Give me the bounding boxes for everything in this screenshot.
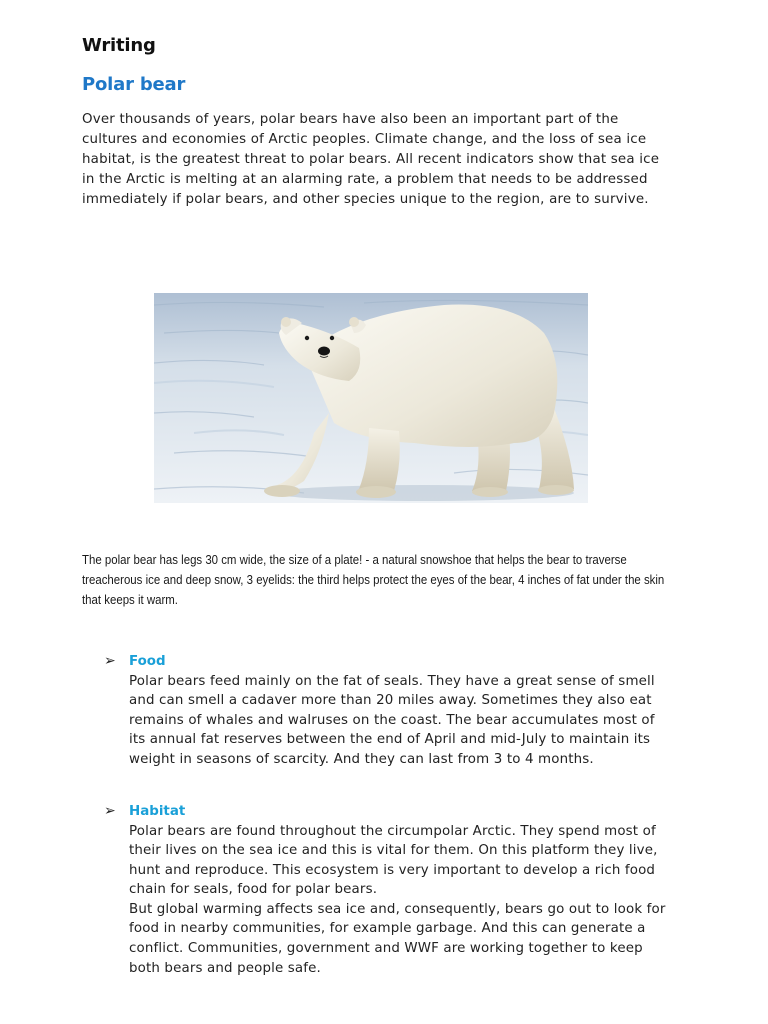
food-section <box>104 652 684 769</box>
photo-caption: The polar bear has legs 30 cm wide, the size of a plate! - a natural snowshoe that helps the bear to traverse treacherous ice and deep snow, 3 eyelids: the third helps protect the eyes of the bear, 4 inches of fat under the skin that keeps it warm. <box>82 552 665 607</box>
habitat-section-body <box>129 822 674 979</box>
page-heading: Writing <box>82 35 156 56</box>
habitat-section-title: Habitat <box>129 804 186 819</box>
food-section-title: Food <box>129 654 166 669</box>
arrow-bullet-icon: ➢ <box>104 653 116 669</box>
food-paragraph: Polar bears feed mainly on the fat of seals. They have a great sense of smell and can smell a cadaver more than 20 miles away. Sometimes they also eat remains of whales and walruses on the coast. The bear accumulates most of its annual fat reserves between the end of April and mid-July to maintain its weight in seasons of scarcity. And they can last from 3 to 4 months. <box>129 673 655 767</box>
habitat-paragraph: Polar bears are found throughout the circumpolar Arctic. They spend most of their lives on the sea ice and this is vital for them. On this platform they live, hunt and reproduce. This ecosystem is very important to develop a rich food chain for seals, food for polar bears. <box>129 823 658 898</box>
food-section-body <box>129 672 674 770</box>
habitat-section <box>104 802 684 978</box>
arrow-bullet-icon: ➢ <box>104 803 116 819</box>
intro-paragraph: Over thousands of years, polar bears have also been an important part of the cultures and economies of Arctic peoples. Climate change, and the loss of sea ice habitat, is the greatest threat to polar bears. All recent indicators show that sea ice in the Arctic is melting at an alarming rate, a problem that needs to be addressed immediately if polar bears, and other species unique to the region, are to survive. <box>82 112 660 207</box>
polar-bear-photo <box>154 293 588 503</box>
page-title: Polar bear <box>82 74 186 95</box>
habitat-paragraph: But global warming affects sea ice and, consequently, bears go out to look for food in nearby communities, for example garbage. And this can generate a conflict. Communities, government and WWF are working together to keep both bears and people safe. <box>129 901 666 976</box>
